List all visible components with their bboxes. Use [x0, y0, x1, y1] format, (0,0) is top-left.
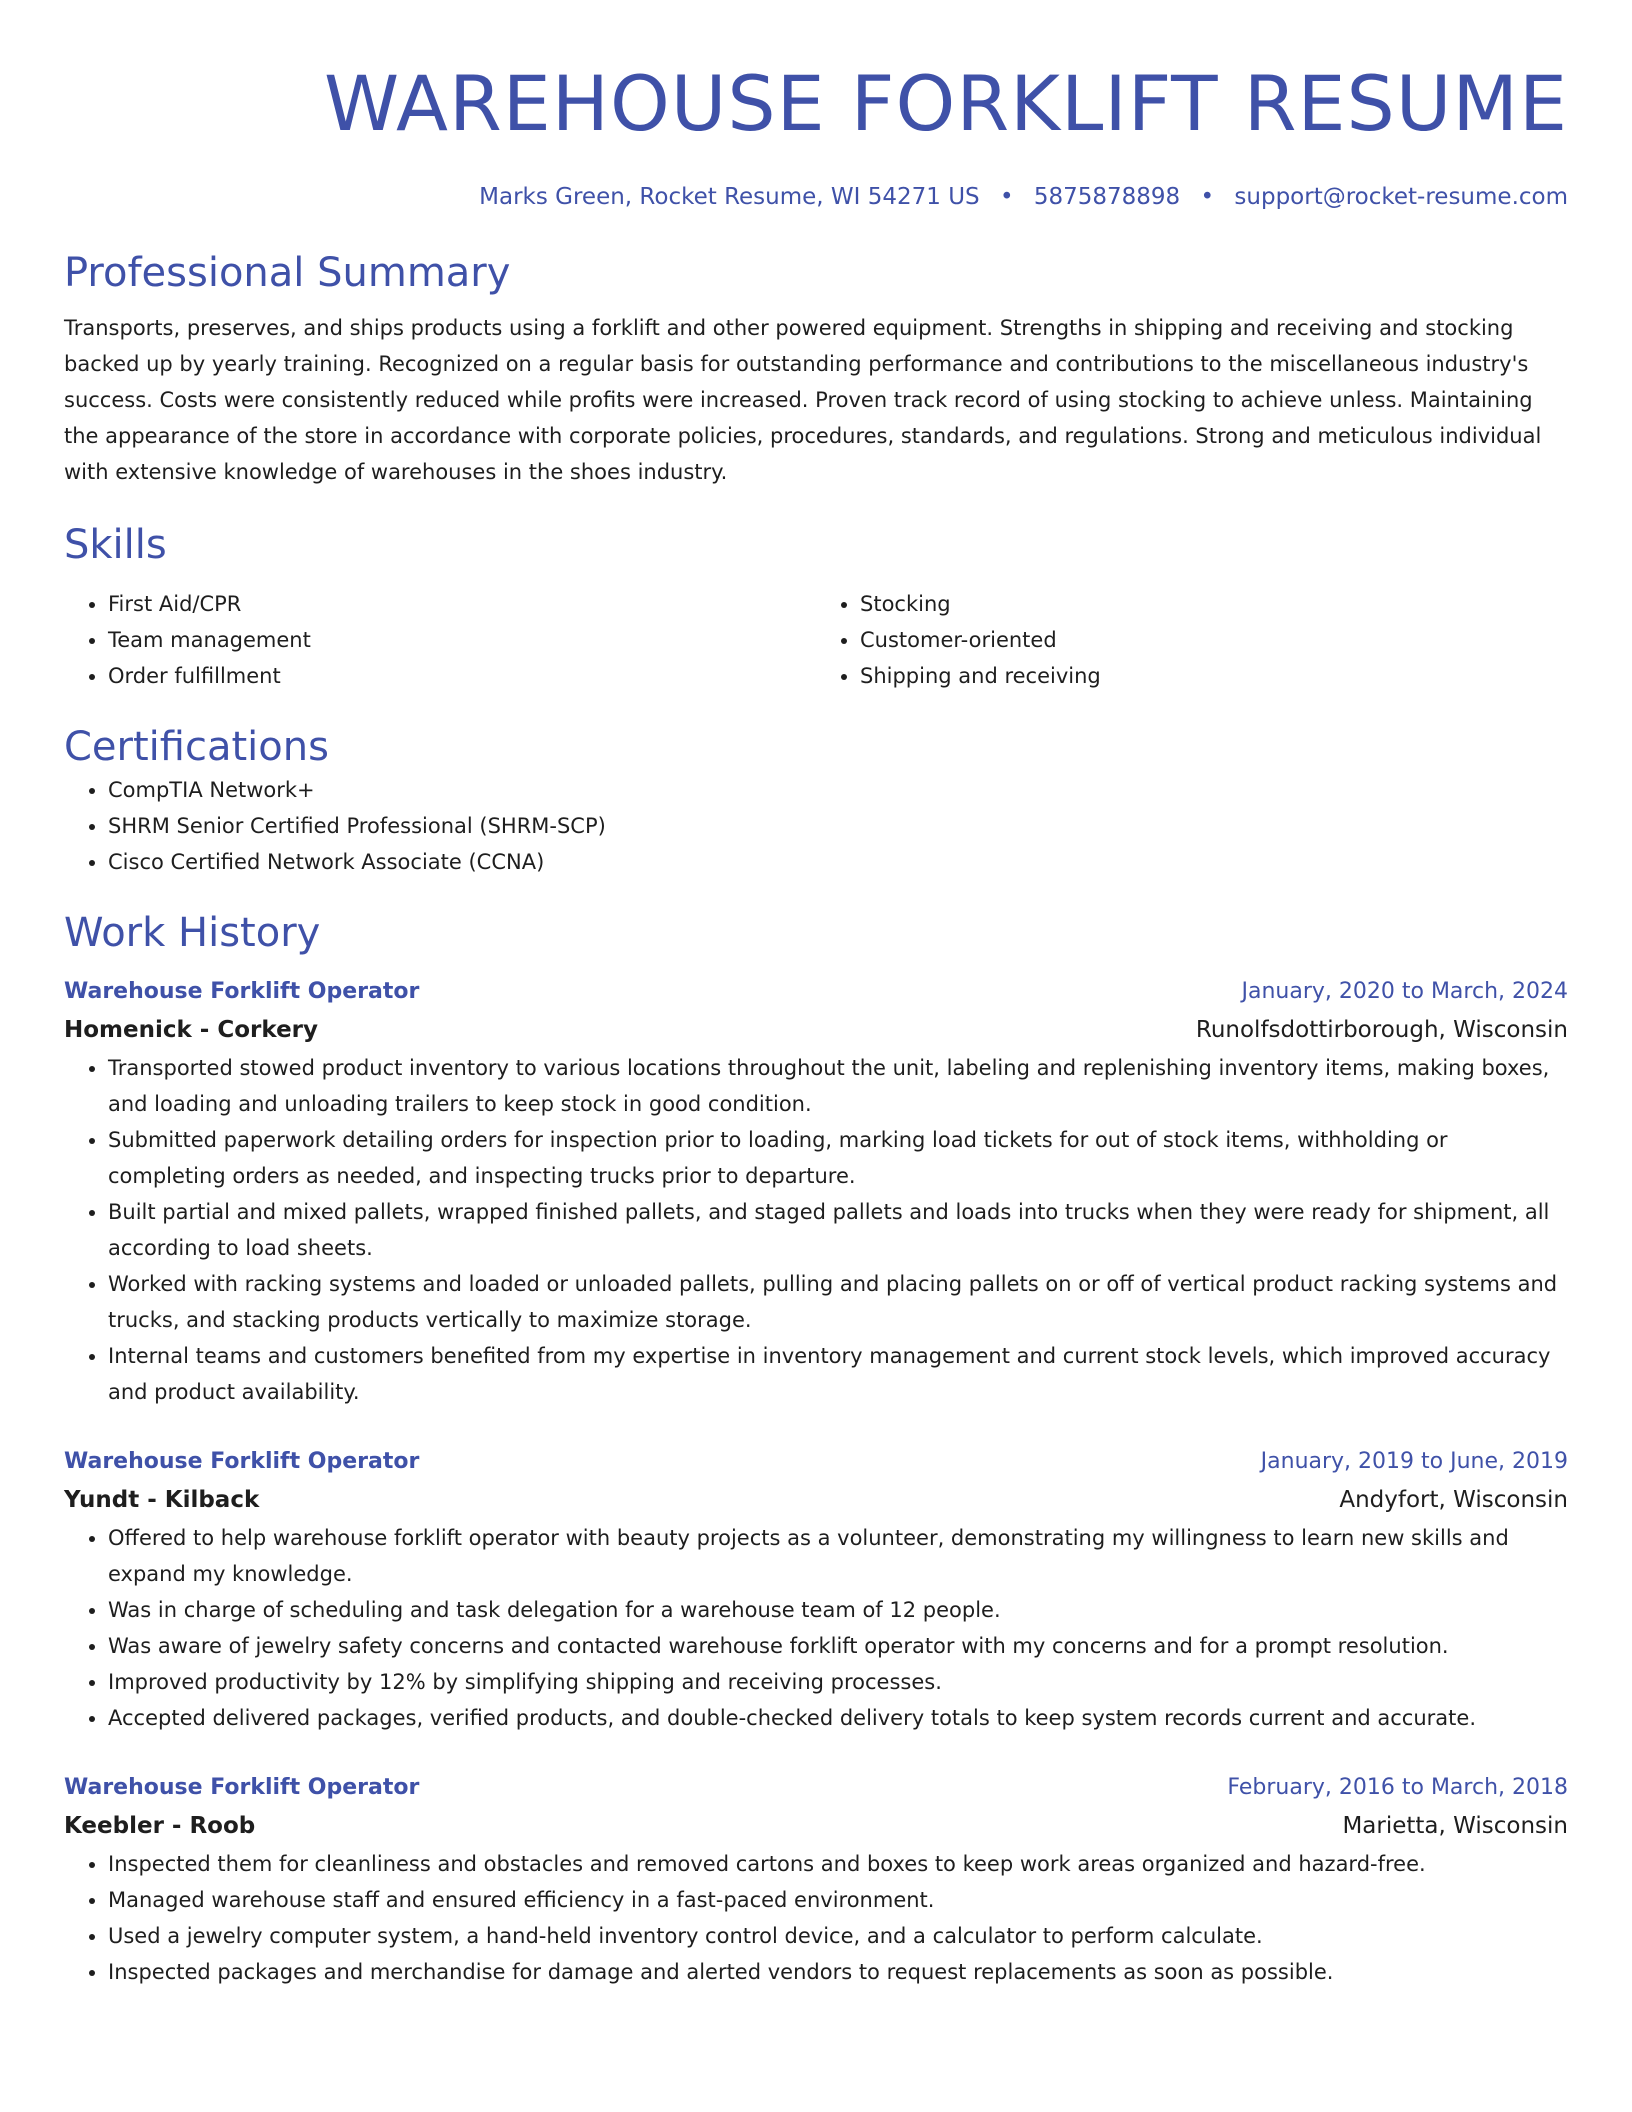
job-location: Runolfsdottirborough, Wisconsin [1195, 1017, 1568, 1043]
contact-phone: 5875878898 [1033, 184, 1181, 210]
job-header-row [64, 1770, 1568, 1806]
contact-address: Marks Green, Rocket Resume, WI 54271 US [479, 184, 980, 210]
resume-page [64, 0, 1568, 1990]
job-bullet: • Built partial and mixed pallets, wrapped finished pallets, and staged pallets and loads into trucks when they were ready for shipment, all according to load sheets. [108, 1194, 1568, 1266]
job-bullet: • Improved productivity by 12% by simplifying shipping and receiving processes. [108, 1664, 1568, 1700]
skills-grid [64, 586, 1568, 694]
skill-item: • Order fulfillment [108, 658, 816, 694]
certification-item: • CompTIA Network+ [108, 772, 1568, 808]
job-bullet: • Was in charge of scheduling and task delegation for a warehouse team of 12 people. [108, 1592, 1568, 1628]
job-bullets [64, 1050, 1568, 1410]
job-bullet: • Inspected packages and merchandise for damage and alerted vendors to request replacements as soon as possible. [108, 1954, 1568, 1990]
job-bullets [64, 1846, 1568, 1990]
job-company-row [64, 1806, 1568, 1846]
job-company-row [64, 1480, 1568, 1520]
job-entry [64, 1444, 1568, 1736]
contact-separator: • [999, 184, 1014, 210]
job-bullets [64, 1520, 1568, 1736]
job-bullet: • Offered to help warehouse forklift operator with beauty projects as a volunteer, demonstrating my willingness to learn new skills and expand my knowledge. [108, 1520, 1568, 1592]
skill-item: • Shipping and receiving [860, 658, 1568, 694]
skills-list-left [64, 586, 816, 694]
skills-heading: Skills [64, 522, 167, 568]
work-history-heading: Work History [64, 910, 321, 956]
job-header-row [64, 1444, 1568, 1480]
contact-separator: • [1200, 184, 1215, 210]
contact-email: support@rocket-resume.com [1234, 184, 1568, 210]
job-bullet: • Transported stowed product inventory to various locations throughout the unit, labeling and replenishing inventory items, making boxes, and loading and unloading trailers to keep stock in good condition. [108, 1050, 1568, 1122]
job-company: Keebler - Roob [64, 1813, 256, 1839]
summary-heading: Professional Summary [64, 250, 511, 296]
job-bullet: • Managed warehouse staff and ensured efficiency in a fast-paced environment. [108, 1882, 1568, 1918]
job-entry [64, 974, 1568, 1410]
job-dates: January, 2020 to March, 2024 [1241, 979, 1568, 1004]
resume-title: WAREHOUSE FORKLIFT RESUME [323, 59, 1568, 148]
job-bullet: • Used a jewelry computer system, a hand-held inventory control device, and a calculator to perform calculate. [108, 1918, 1568, 1954]
contact-line [64, 182, 1568, 212]
job-dates: February, 2016 to March, 2018 [1227, 1775, 1568, 1800]
skill-item: • Customer-oriented [860, 622, 1568, 658]
job-bullet: • Worked with racking systems and loaded or unloaded pallets, pulling and placing pallets on or off of vertical product racking systems and trucks, and stacking products vertically to maximize storage. [108, 1266, 1568, 1338]
skill-item: • Stocking [860, 586, 1568, 622]
job-company: Homenick - Corkery [64, 1017, 318, 1043]
job-role: Warehouse Forklift Operator [64, 1775, 420, 1800]
job-role: Warehouse Forklift Operator [64, 1449, 420, 1474]
certification-item: • Cisco Certified Network Associate (CCNA) [108, 844, 1568, 880]
certifications-heading: Certifications [64, 724, 329, 770]
job-dates: January, 2019 to June, 2019 [1260, 1449, 1568, 1474]
job-bullet: • Internal teams and customers benefited from my expertise in inventory management and current stock levels, which improved accuracy and product availability. [108, 1338, 1568, 1410]
job-bullet: • Inspected them for cleanliness and obstacles and removed cartons and boxes to keep work areas organized and hazard-free. [108, 1846, 1568, 1882]
certification-item: • SHRM Senior Certified Professional (SHRM-SCP) [108, 808, 1568, 844]
certifications-list [64, 772, 1568, 880]
skills-list-right [816, 586, 1568, 694]
summary-text: Transports, preserves, and ships products using a forklift and other powered equipment. Strengths in shipping and receiving and stocking backed up by yearly training. Recognized on a regular basis for outstanding performance and contributions to the miscellaneous industry's success. Costs were consistently reduced while profits were increased. Proven track record of using stocking to achieve unless. Maintaining the appearance of the store in accordance with corporate policies, procedures, standards, and regulations. Strong and meticulous individual with extensive knowledge of warehouses in the shoes industry. [64, 316, 1542, 484]
job-location: Andyfort, Wisconsin [1339, 1487, 1568, 1513]
job-role: Warehouse Forklift Operator [64, 979, 420, 1004]
job-company: Yundt - Kilback [64, 1487, 260, 1513]
job-entry [64, 1770, 1568, 1990]
job-bullet: • Accepted delivered packages, verified products, and double-checked delivery totals to keep system records current and accurate. [108, 1700, 1568, 1736]
job-location: Marietta, Wisconsin [1342, 1813, 1568, 1839]
skill-item: • First Aid/CPR [108, 586, 816, 622]
job-header-row [64, 974, 1568, 1010]
job-bullet: • Was aware of jewelry safety concerns and contacted warehouse forklift operator with my concerns and for a prompt resolution. [108, 1628, 1568, 1664]
job-bullet: • Submitted paperwork detailing orders for inspection prior to loading, marking load tickets for out of stock items, withholding or completing orders as needed, and inspecting trucks prior to departure. [108, 1122, 1568, 1194]
skill-item: • Team management [108, 622, 816, 658]
job-company-row [64, 1010, 1568, 1050]
